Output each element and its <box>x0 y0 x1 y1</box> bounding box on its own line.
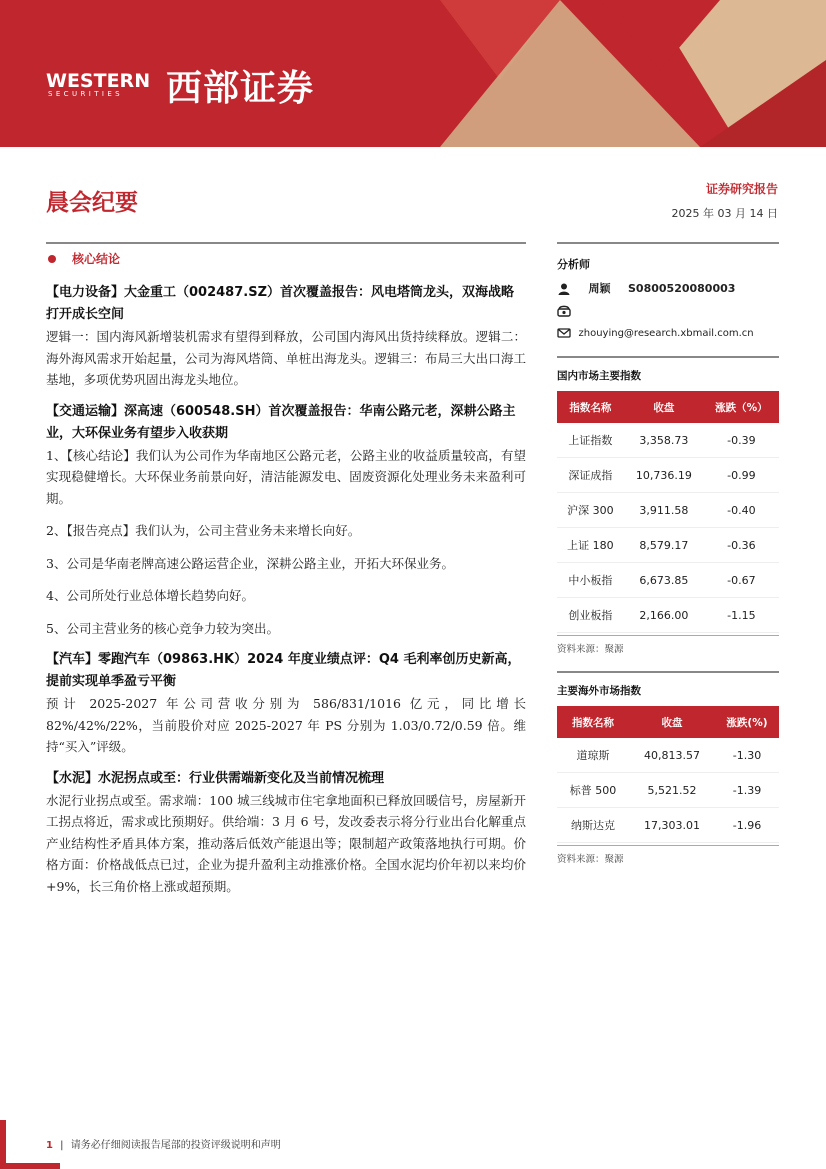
index-change: -1.39 <box>715 773 779 808</box>
article <box>46 401 526 640</box>
index-name: 上证 180 <box>557 528 624 563</box>
email-icon <box>557 326 571 340</box>
article-paragraph: 2、【报告亮点】我们认为，公司主营业务未来增长向好。 <box>46 523 361 538</box>
source-note: 资料来源：聚源 <box>557 635 779 655</box>
disclaimer-note: 请务必仔细阅读报告尾部的投资评级说明和声明 <box>70 1140 281 1151</box>
article-paragraph: 5、公司主营业务的核心竞争力较为突出。 <box>46 620 279 636</box>
index-name: 深证成指 <box>557 458 624 493</box>
index-close: 10,736.19 <box>624 458 704 493</box>
corner-decoration <box>0 1120 6 1169</box>
article-title: 【汽车】零跑汽车（09863.HK）2024 年度业绩点评：Q4 毛利率创历史新高，提前实现单季盈亏平衡 <box>46 652 521 689</box>
divider <box>557 356 779 358</box>
index-close: 3,911.58 <box>624 493 704 528</box>
analyst-name: 周颖 <box>588 282 611 295</box>
article <box>46 649 526 758</box>
phone-icon <box>557 304 571 318</box>
main-column <box>46 242 526 897</box>
index-name: 道琼斯 <box>557 738 629 773</box>
domestic-index-table <box>557 391 779 633</box>
index-close: 3,358.73 <box>624 423 704 458</box>
index-change: -0.99 <box>704 458 779 493</box>
index-change: -0.67 <box>704 563 779 598</box>
index-name: 上证指数 <box>557 423 624 458</box>
person-icon <box>557 282 571 296</box>
column-header: 收盘 <box>629 706 715 738</box>
column-header: 指数名称 <box>557 391 624 423</box>
index-name: 纳斯达克 <box>557 808 629 843</box>
table-row <box>557 563 779 598</box>
index-close: 40,813.57 <box>629 738 715 773</box>
domestic-table-title: 国内市场主要指数 <box>557 370 641 382</box>
corner-decoration <box>0 1163 60 1169</box>
table-row <box>557 423 779 458</box>
section-header <box>46 242 526 272</box>
table-row <box>557 808 779 843</box>
article-title: 【水泥】水泥拐点或至：行业供需端新变化及当前情况梳理 <box>46 770 385 786</box>
brand-chinese: 西部证券 <box>166 68 315 109</box>
index-name: 沪深 300 <box>557 493 624 528</box>
table-row <box>557 738 779 773</box>
analyst-certificate: S0800520080003 <box>628 282 736 295</box>
report-type: 证券研究报告 <box>705 182 778 196</box>
index-change: -1.96 <box>715 808 779 843</box>
analyst-email[interactable]: zhouying@research.xbmail.com.cn <box>578 328 754 339</box>
divider <box>557 242 779 244</box>
source-note: 资料来源：聚源 <box>557 845 779 865</box>
column-header: 指数名称 <box>557 706 629 738</box>
article-paragraph: 水泥行业拐点或至。需求端：100 城三线城市住宅拿地面积已释放回暖信号，房屋新开工拐点将近，需求或比预期好。供给端：3 月 6 号，发改委表示将分行业出台化解重点产业结构性矛盾具体方案，推动落后低效产能退出等；限制超产政策落地执行可期。价格方面：价格战低点已过，企业为提升盈利主动推涨价格。全国水泥均价年初以来均价+9%，长三角价格上涨或超预期。 <box>46 792 526 894</box>
phone-row <box>557 300 779 322</box>
header-banner <box>0 0 826 147</box>
table-row <box>557 598 779 633</box>
index-close: 5,521.52 <box>629 773 715 808</box>
side-column <box>557 242 779 865</box>
column-header: 涨跌（%） <box>704 391 779 423</box>
article-paragraph: 4、公司所处行业总体增长趋势向好。 <box>46 588 254 603</box>
index-name: 标普 500 <box>557 773 629 808</box>
report-date: 2025 年 03 月 14 日 <box>671 207 778 220</box>
document-type: 晨会纪要 <box>46 189 138 216</box>
section-title: 核心结论 <box>72 252 121 266</box>
bullet-dot-icon <box>48 255 56 263</box>
index-change: -1.30 <box>715 738 779 773</box>
table-row <box>557 458 779 493</box>
index-close: 17,303.01 <box>629 808 715 843</box>
article-paragraph: 1、【核心结论】我们认为公司作为华南地区公路元老，公路主业的收益质量较高，有望实现稳健增长。大环保业务前景向好，清洁能源发电、固废资源化处理业务未来盈利可期。 <box>46 447 526 506</box>
article-paragraph: 3、公司是华南老牌高速公路运营企业，深耕公路主业，开拓大环保业务。 <box>46 555 454 571</box>
article-title: 【电力设备】大金重工（002487.SZ）首次覆盖报告：风电塔筒龙头，双海战略打开成长空间 <box>46 285 515 322</box>
page-footer <box>46 1136 281 1151</box>
footer-separator: | <box>60 1140 64 1151</box>
index-name: 创业板指 <box>557 598 624 633</box>
table-header-row <box>557 706 779 738</box>
analyst-heading: 分析师 <box>557 258 590 271</box>
overseas-index-table <box>557 706 779 843</box>
index-change: -1.15 <box>704 598 779 633</box>
overseas-table-title: 主要海外市场指数 <box>557 685 641 697</box>
column-header: 收盘 <box>624 391 704 423</box>
index-change: -0.36 <box>704 528 779 563</box>
email-row <box>557 322 779 344</box>
index-change: -0.40 <box>704 493 779 528</box>
brand-english-sub: SECURITIES <box>48 90 124 98</box>
article <box>46 282 526 391</box>
index-close: 8,579.17 <box>624 528 704 563</box>
table-header-row <box>557 391 779 423</box>
article <box>46 768 526 898</box>
column-header: 涨跌(%) <box>715 706 779 738</box>
divider <box>557 671 779 673</box>
index-name: 中小板指 <box>557 563 624 598</box>
analyst-row <box>557 278 779 300</box>
article-paragraph: 预计 2025-2027 年公司营收分别为 586/831/1016 亿元，同比增长82%/42%/22%，当前股价对应 2025-2027 年 PS 分别为 1.03/0.72/0.59 倍。维持“买入”评级。 <box>46 696 526 754</box>
page-number: 1 <box>46 1140 53 1151</box>
table-row <box>557 528 779 563</box>
article-title: 【交通运输】深高速（600548.SH）首次覆盖报告：华南公路元老，深耕公路主业，大环保业务有望步入收获期 <box>46 403 516 441</box>
index-close: 6,673.85 <box>624 563 704 598</box>
table-row <box>557 773 779 808</box>
index-change: -0.39 <box>704 423 779 458</box>
brand-english: WESTERN <box>46 70 151 92</box>
index-close: 2,166.00 <box>624 598 704 633</box>
table-row <box>557 493 779 528</box>
article-paragraph: 逻辑一：国内海风新增装机需求有望得到释放，公司国内海风出货持续释放。逻辑二：海外海风需求开始起量，公司为海风塔筒、单桩出海龙头。逻辑三：布局三大出口海工基地，多项优势巩固出海龙头地位。 <box>46 329 526 387</box>
